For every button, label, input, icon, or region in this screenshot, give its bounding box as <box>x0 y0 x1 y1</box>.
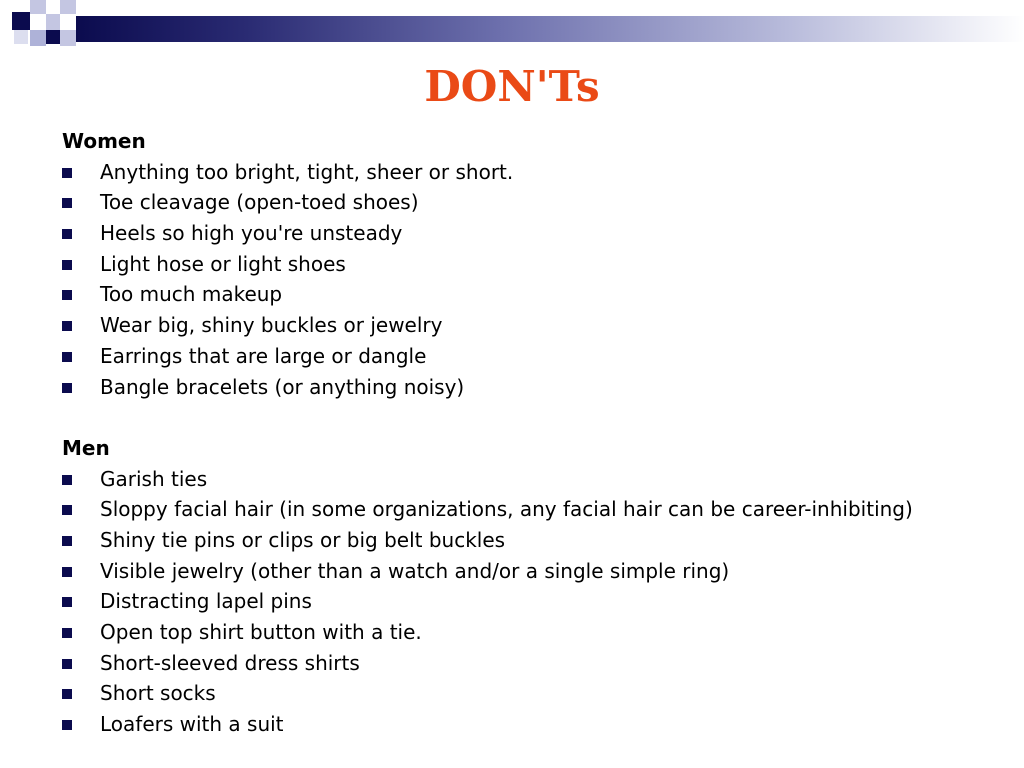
list-item <box>62 464 1002 495</box>
list-item <box>62 341 1002 372</box>
list-item <box>62 617 1002 648</box>
list-item-text: Visible jewelry (other than a watch and/or a single simple ring) <box>100 558 730 583</box>
decorative-square <box>46 30 60 44</box>
square-bullet-icon <box>62 198 72 208</box>
list-item <box>62 372 1002 403</box>
square-bullet-icon <box>62 168 72 178</box>
list-item-text: Short socks <box>100 681 216 706</box>
list-item <box>62 648 1002 679</box>
list-item-text: Toe cleavage (open-toed shoes) <box>100 190 419 215</box>
list-item-text: Light hose or light shoes <box>100 251 346 276</box>
list-item <box>62 310 1002 341</box>
decorative-square <box>30 30 46 46</box>
list-item-text: Earrings that are large or dangle <box>100 343 427 368</box>
bullet-list <box>62 464 1002 740</box>
square-bullet-icon <box>62 352 72 362</box>
decorative-square <box>60 30 76 46</box>
section-heading: Men <box>62 435 110 460</box>
decorative-square <box>14 30 28 44</box>
slide-body <box>62 126 1002 740</box>
list-item-text: Shiny tie pins or clips or big belt buckles <box>100 527 506 552</box>
list-item-text: Wear big, shiny buckles or jewelry <box>100 313 443 338</box>
decorative-square <box>30 0 46 14</box>
square-bullet-icon <box>62 383 72 393</box>
section-heading: Women <box>62 129 146 153</box>
square-bullet-icon <box>62 290 72 300</box>
header-gradient-bar <box>76 16 1024 42</box>
slide-title: DON'Ts <box>424 62 600 111</box>
square-bullet-icon <box>62 720 72 730</box>
list-item <box>62 586 1002 617</box>
square-bullet-icon <box>62 628 72 638</box>
list-item-text: Too much makeup <box>100 282 283 307</box>
list-item-text: Sloppy facial hair (in some organizations, any facial hair can be career-inhibiting) <box>100 497 913 522</box>
list-item <box>62 218 1002 249</box>
square-bullet-icon <box>62 260 72 270</box>
bullet-list <box>62 157 1002 403</box>
list-item <box>62 157 1002 188</box>
decorative-square <box>60 0 76 14</box>
square-bullet-icon <box>62 597 72 607</box>
list-item <box>62 249 1002 280</box>
list-item-text: Anything too bright, tight, sheer or short. <box>100 159 514 184</box>
list-item <box>62 678 1002 709</box>
list-item-text: Garish ties <box>100 466 208 491</box>
square-bullet-icon <box>62 689 72 699</box>
section-men <box>62 433 1002 740</box>
decorative-square <box>12 12 30 30</box>
list-item <box>62 525 1002 556</box>
square-bullet-icon <box>62 567 72 577</box>
list-item-text: Short-sleeved dress shirts <box>100 650 360 675</box>
square-bullet-icon <box>62 505 72 515</box>
list-item <box>62 556 1002 587</box>
section-spacer <box>62 402 1002 433</box>
list-item-text: Open top shirt button with a tie. <box>100 620 422 644</box>
list-item <box>62 709 1002 740</box>
square-bullet-icon <box>62 659 72 669</box>
section-women <box>62 126 1002 402</box>
list-item-text: Distracting lapel pins <box>100 589 312 614</box>
list-item-text: Heels so high you're unsteady <box>100 221 403 246</box>
square-bullet-icon <box>62 229 72 239</box>
square-bullet-icon <box>62 321 72 331</box>
square-bullet-icon <box>62 536 72 546</box>
decorative-square <box>46 14 60 30</box>
list-item <box>62 494 1002 525</box>
list-item <box>62 279 1002 310</box>
list-item-text: Loafers with a suit <box>100 712 284 737</box>
list-item-text: Bangle bracelets (or anything noisy) <box>100 374 465 399</box>
list-item <box>62 187 1002 218</box>
square-bullet-icon <box>62 475 72 485</box>
